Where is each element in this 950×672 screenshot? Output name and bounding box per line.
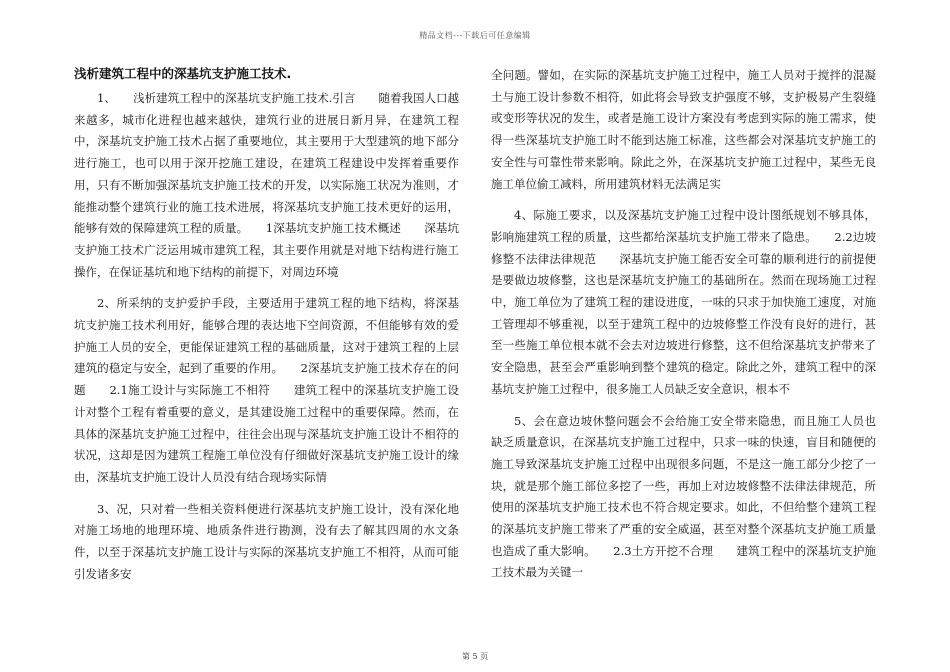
paragraph: 2、所采纳的支护爱护手段，主要适用于建筑工程的地下结构，将深基坑支护施工技术利用好，能够合理的表达地下空间资源，不但能够有效的爱护施工人员的安全，更能保证建筑工程的基础质量，这对于建筑工程的上层建筑的稳定与安全，起到了重要的作用。 2深基坑支护施工技术存在的问题 2.1施工设计与实际施工不相符 建筑工程中的深基坑支护施工设计对整个工程有着重要的意义，是其建设施工过程中的重要保障。然而，在具体的深基坑支护施工过程中，往往会出现与深基坑支护施工设计不相符的状况，这却是因为建筑工程施工单位没有仔细做好深基坑支护施工设计的缘由，深基坑支护施工设计人员没有结合现场实际情 (74, 296, 459, 484)
page-number: 第 5 页 (461, 652, 489, 661)
page-header: 精品文档---下载后可任意编辑 (419, 31, 531, 40)
paragraph: 3、况，只对着一些相关资料便进行深基坑支护施工设计，没有深化地对施工场地的地理环境、地质条件进行勘测，没有去了解其四周的水文条件，以至于深基坑支护施工设计与实际的深基坑支护施工不相符，从而可能引发诸多安 (74, 501, 459, 581)
left-column (74, 64, 459, 595)
document-title: 浅析建筑工程中的深基坑支护施工技术. (74, 66, 292, 81)
paragraph: 1、 浅析建筑工程中的深基坑支护施工技术.引言 随着我国人口越来越多，城市化进程也越来越快，建筑行业的进展日新月异，在建筑工程中，深基坑支护施工技术占据了重要地位，其主要用于大型建筑的地下部分进行施工，也可以用于深开挖施工建设，在建筑工程建设中发挥着重要作用，只有不断加强深基坑支护施工技术的开发，以实际施工状况为准则，才能推动整个建筑行业的施工技术进展，将深基坑支护施工技术更好的运用，能够有效的保障建筑工程的质量。 1深基坑支护施工技术概述 深基坑支护施工技术广泛运用城市建筑工程，其主要作用就是对地下结构进行施工操作，在保证基坑和地下结构的前提下，对周边环境 (74, 91, 459, 279)
right-column (491, 65, 876, 594)
paragraph: 全问题。譬如，在实际的深基坑支护施工过程中，施工人员对于搅拌的混凝土与施工设计参数不相符，如此将会导致支护强度不够，支护极易产生裂缝或变形等状况的发生，或者是施工设计方案没有考虑到实际的施工需求，使得一些深基坑支护施工时不能到达施工标准，这些都会对深基坑支护施工的安全性与可靠性带来影响。除此之外，在深基坑支护施工过程中，某些无良施工单位偷工减料，所用建筑材料无法满足实 (491, 68, 876, 191)
paragraph: 5、会在意边坡休整问题会不会给施工安全带来隐患，而且施工人员也缺乏质量意识，在深基坑支护施工过程中，只求一味的快速，盲目和随便的施工导致深基坑支护施工过程中出现很多问题，不是这一施工部分少挖了一块，就是那个施工部位多挖了一些，再加上对边坡修整不法律法律规范，所使用的深基坑支护施工技术也不符合规定要求。如此，不但给整个建筑工程的深基坑支护施工带来了严重的安全威逼，甚至对整个深基坑支护施工质量也造成了重大影响。 2.3土方开挖不合理 建筑工程中的深基坑支护施工技术最为关键一 (491, 413, 876, 580)
paragraph: 4、际施工要求，以及深基坑支护施工过程中设计图纸规划不够具体，影响施建筑工程的质量，这些都给深基坑支护施工带来了隐患。 2.2边坡修整不法律法律规范 深基坑支护施工能否安全可靠的顺利进行的前提便是要做边坡修整，这也是深基坑支护施工的基础所在。然而在现场施工过程中，施工单位为了建筑工程的建设进度，一味的只求于加快施工速度，对施工管理却不够重视，以至于建筑工程中的边坡修整工作没有良好的进行，甚至一些施工单位根本就不会去对边坡进行修整，这不但给深基坑支护带来了安全隐患，甚至会严重影响到整个建筑的稳定。除此之外，建筑工程中的深基坑支护施工过程中，很多施工人员缺乏安全意识，根本不 (491, 208, 876, 396)
